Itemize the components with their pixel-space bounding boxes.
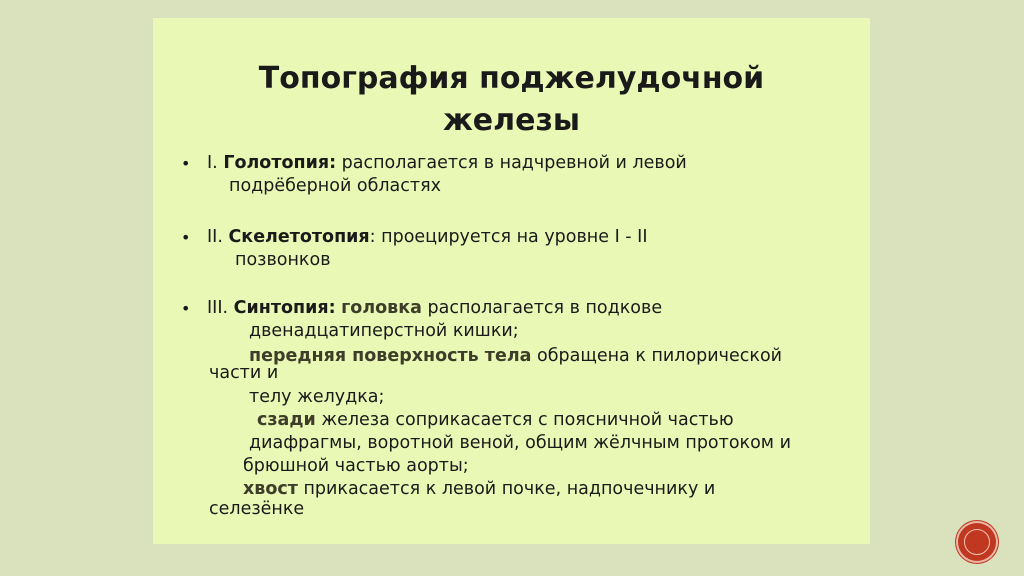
- bullet-icon: •: [181, 299, 191, 318]
- item-3-number: III.: [207, 298, 229, 318]
- item-1-term-suffix: :: [329, 153, 337, 173]
- item-2-line-1: [207, 226, 648, 249]
- item-3-back-text-2: диафрагмы, воротной веной, общим жёлчным протоком и: [249, 433, 791, 453]
- item-3-head-text-2: двенадцатиперстной кишки;: [249, 321, 519, 341]
- item-3-term: Синтопия:: [233, 298, 336, 318]
- item-2-term-suffix: :: [369, 227, 376, 247]
- item-3-back-text-1: железа соприкасается с поясничной частью: [315, 410, 734, 430]
- bullet-icon: •: [181, 154, 191, 173]
- item-3-back-line-1: [257, 409, 734, 432]
- item-3-head-label: головка: [341, 298, 422, 318]
- item-3-tail-text-2: селезёнке: [209, 499, 305, 519]
- slide-title: [153, 58, 870, 142]
- slide-panel: [153, 18, 870, 544]
- item-3-front-text-3: телу желудка;: [249, 387, 385, 407]
- item-2-term: Скелетотопия: [228, 227, 370, 247]
- item-1-number: I.: [207, 153, 218, 173]
- item-3-head-text-1: располагается в подкове: [421, 298, 663, 318]
- item-1-line-1: [207, 152, 687, 175]
- item-1-term: Голотопия: [223, 153, 330, 173]
- item-2-line-2: позвонков: [235, 250, 331, 270]
- item-1-line-2: подрёберной областях: [229, 176, 441, 196]
- item-3-back-label: сзади: [257, 410, 316, 430]
- circle-button-icon: [964, 529, 990, 555]
- item-3-tail-line-1: [243, 478, 715, 501]
- item-3-front-text-2: части и: [209, 363, 279, 383]
- item-3-tail-text-1: прикасается к левой почке, надпочечнику и: [297, 479, 716, 499]
- item-2-text-1: проецируется на уровне I - II: [375, 227, 648, 247]
- item-3-back-text-3: брюшной частью аорты;: [243, 456, 469, 476]
- bullet-icon: •: [181, 228, 191, 247]
- title-line-1: Топография поджелудочной: [258, 61, 765, 96]
- item-1-text-1: располагается в надчревной и левой: [336, 153, 687, 173]
- item-3-tail-label: хвост: [243, 479, 298, 499]
- item-3-front-label: передняя поверхность тела: [249, 346, 532, 366]
- item-3-front-text-1: обращена к пилорической: [531, 346, 783, 366]
- slide-nav-button[interactable]: [958, 523, 996, 561]
- item-2-number: II.: [207, 227, 223, 247]
- title-line-2: железы: [442, 103, 581, 138]
- item-3-line-1: [207, 297, 662, 320]
- item-3-front-line-1: [249, 345, 782, 368]
